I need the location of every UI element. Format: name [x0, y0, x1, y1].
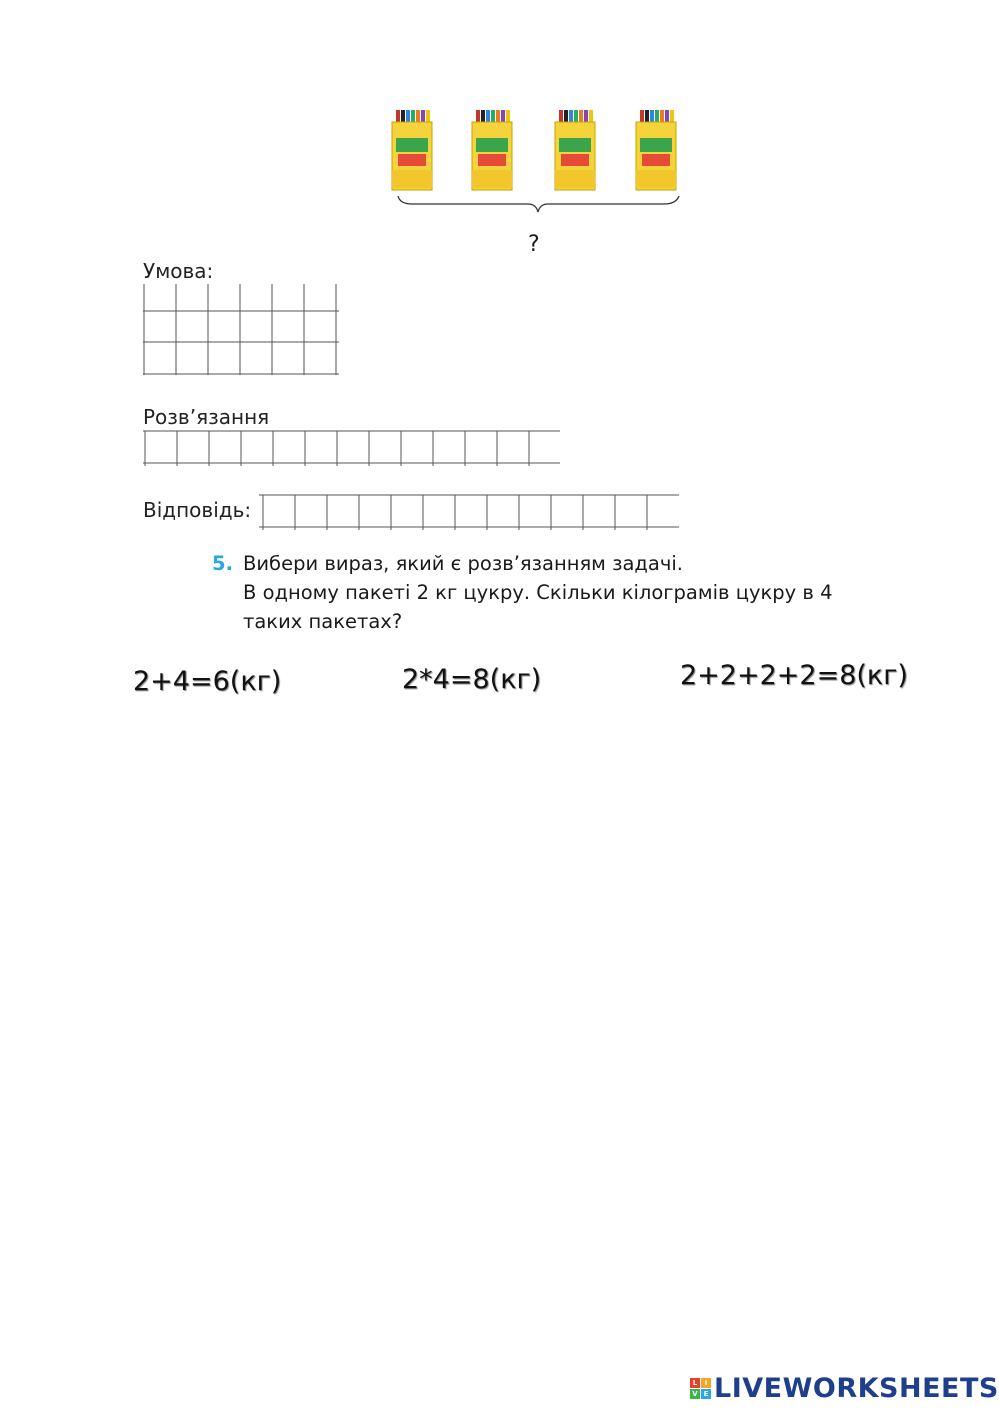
- task-text: [243, 549, 903, 636]
- crayon-box-icon: [470, 108, 514, 192]
- option-button-3[interactable]: 2+2+2+2=8(кг): [680, 660, 908, 691]
- logo-cell: V: [690, 1389, 700, 1399]
- crayon-box-icon: [553, 108, 597, 192]
- crayon-box-icon: [634, 108, 678, 192]
- brace-question-mark: ?: [528, 232, 540, 257]
- task-line: В одному пакеті 2 кг цукру. Скільки кілограмів цукру в 4: [243, 581, 833, 604]
- task-line: таких пакетах?: [243, 610, 403, 633]
- brand-name: LIVEWORKSHEETS: [714, 1372, 999, 1404]
- answer-grid[interactable]: [259, 493, 680, 531]
- answer-label: Відповідь:: [143, 498, 252, 522]
- logo-cell: L: [690, 1378, 700, 1388]
- task-line: Вибери вираз, який є розв’язанням задачі.: [243, 552, 683, 575]
- option-button-2[interactable]: 2*4=8(кг): [402, 664, 542, 695]
- crayon-box-icon: [390, 108, 434, 192]
- logo-cell: I: [701, 1378, 711, 1388]
- solution-label: Розв’язання: [143, 405, 270, 429]
- task-number: 5.: [212, 552, 233, 575]
- logo-grid-icon: [690, 1378, 711, 1399]
- logo-cell: E: [701, 1389, 711, 1399]
- condition-grid[interactable]: [143, 284, 340, 376]
- condition-label: Умова:: [143, 259, 214, 283]
- curly-brace-icon: [396, 194, 681, 216]
- liveworksheets-logo[interactable]: [690, 1372, 999, 1404]
- option-button-1[interactable]: 2+4=6(кг): [133, 666, 282, 697]
- solution-grid[interactable]: [143, 429, 561, 467]
